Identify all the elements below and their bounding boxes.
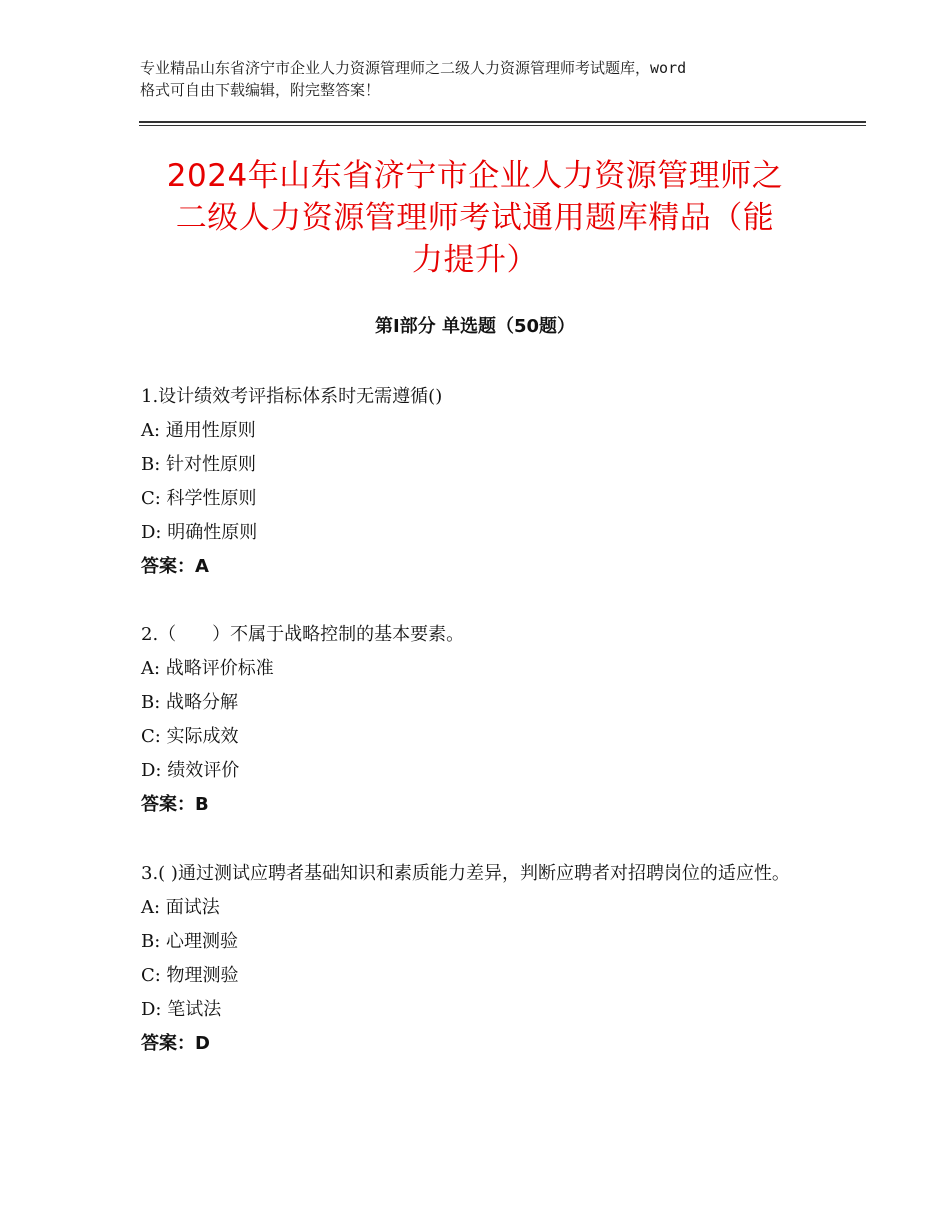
- question-stem: 1.设计绩效考评指标体系时无需遵循(): [141, 386, 443, 407]
- header-note-line2: 格式可自由下载编辑，附完整答案！: [140, 81, 381, 99]
- document-title: [135, 155, 815, 281]
- header-divider-thin: [139, 125, 866, 126]
- option-a: A: 面试法: [141, 897, 220, 918]
- title-line1: 2024年山东省济宁市企业人力资源管理师之: [166, 158, 784, 194]
- header-divider-thick: [139, 121, 866, 123]
- answer: 答案：B: [141, 794, 209, 815]
- option-b: B: 战略分解: [141, 692, 239, 713]
- option-d: D: 笔试法: [141, 999, 222, 1020]
- title-line2: 二级人力资源管理师考试通用题库精品（能: [175, 200, 775, 236]
- question-2: [141, 618, 821, 822]
- title-line3: 力提升）: [412, 242, 538, 278]
- question-stem: 3.( )通过测试应聘者基础知识和素质能力差异，判断应聘者对招聘岗位的适应性。: [141, 863, 790, 884]
- header-note-line1: 专业精品山东省济宁市企业人力资源管理师之二级人力资源管理师考试题库，word: [140, 59, 687, 77]
- option-c: C: 科学性原则: [141, 488, 257, 509]
- option-c: C: 物理测验: [141, 965, 239, 986]
- question-1: [141, 380, 821, 584]
- option-d: D: 绩效评价: [141, 760, 240, 781]
- section-heading: 第Ⅰ部分 单选题（50题）: [374, 316, 575, 337]
- answer: 答案：D: [141, 1033, 210, 1054]
- option-a: A: 通用性原则: [141, 420, 256, 441]
- option-a: A: 战略评价标准: [141, 658, 274, 679]
- option-c: C: 实际成效: [141, 726, 239, 747]
- header-note: [140, 57, 830, 101]
- option-b: B: 针对性原则: [141, 454, 257, 475]
- question-stem: 2.（ ）不属于战略控制的基本要素。: [141, 624, 465, 645]
- option-d: D: 明确性原则: [141, 522, 258, 543]
- question-3: [141, 857, 821, 1061]
- answer: 答案：A: [141, 556, 209, 577]
- option-b: B: 心理测验: [141, 931, 239, 952]
